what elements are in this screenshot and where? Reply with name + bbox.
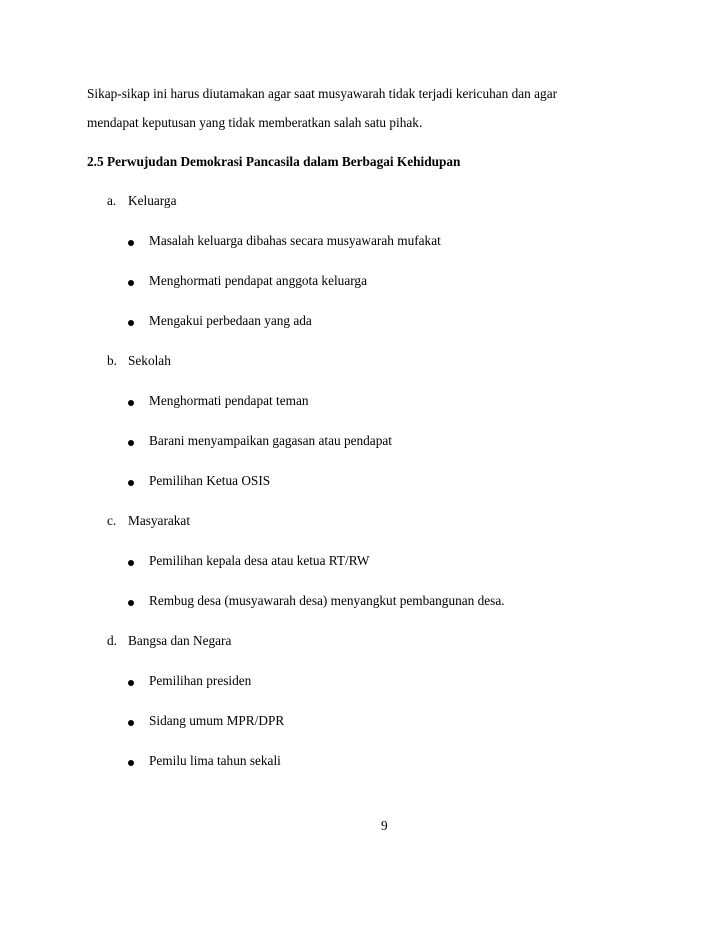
list-item: Pemilihan kepala desa atau ketua RT/RW xyxy=(149,553,370,568)
list-item: Pemilu lima tahun sekali xyxy=(149,753,281,768)
list-item: Pemilihan presiden xyxy=(149,673,252,688)
bullet-icon xyxy=(128,760,134,766)
list-title-masyarakat: Masyarakat xyxy=(128,513,191,528)
list-marker-c: c. xyxy=(107,513,117,528)
intro-line-1: Sikap-sikap ini harus diutamakan agar saat musyawarah tidak terjadi kericuhan dan agar xyxy=(87,86,558,101)
list-item: Barani menyampaikan gagasan atau pendapat xyxy=(149,433,392,448)
list-item: Sidang umum MPR/DPR xyxy=(149,713,285,728)
list-item: Mengakui perbedaan yang ada xyxy=(149,313,312,328)
list-title-keluarga: Keluarga xyxy=(128,193,177,208)
bullet-icon xyxy=(128,240,134,246)
bullet-icon xyxy=(128,560,134,566)
bullet-icon xyxy=(128,400,134,406)
intro-line-2: mendapat keputusan yang tidak memberatkan salah satu pihak. xyxy=(87,115,423,130)
bullet-icon xyxy=(128,440,134,446)
bullet-icon xyxy=(128,720,134,726)
list-item: Rembug desa (musyawarah desa) menyangkut pembangunan desa. xyxy=(149,593,505,608)
list-marker-a: a. xyxy=(107,193,117,208)
list-title-sekolah: Sekolah xyxy=(128,353,171,368)
section-heading: 2.5 Perwujudan Demokrasi Pancasila dalam Berbagai Kehidupan xyxy=(87,154,461,169)
page-number: 9 xyxy=(381,818,388,833)
bullet-icon xyxy=(128,600,134,606)
list-marker-b: b. xyxy=(107,353,117,368)
list-title-bangsa-dan-negara: Bangsa dan Negara xyxy=(128,633,232,648)
list-item: Masalah keluarga dibahas secara musyawarah mufakat xyxy=(149,233,441,248)
list-item: Menghormati pendapat teman xyxy=(149,393,309,408)
list-item: Pemilihan Ketua OSIS xyxy=(149,473,271,488)
bullet-icon xyxy=(128,320,134,326)
bullet-icon xyxy=(128,280,134,286)
bullet-icon xyxy=(128,680,134,686)
list-marker-d: d. xyxy=(107,633,117,648)
bullet-icon xyxy=(128,480,134,486)
list-item: Menghormati pendapat anggota keluarga xyxy=(149,273,367,288)
